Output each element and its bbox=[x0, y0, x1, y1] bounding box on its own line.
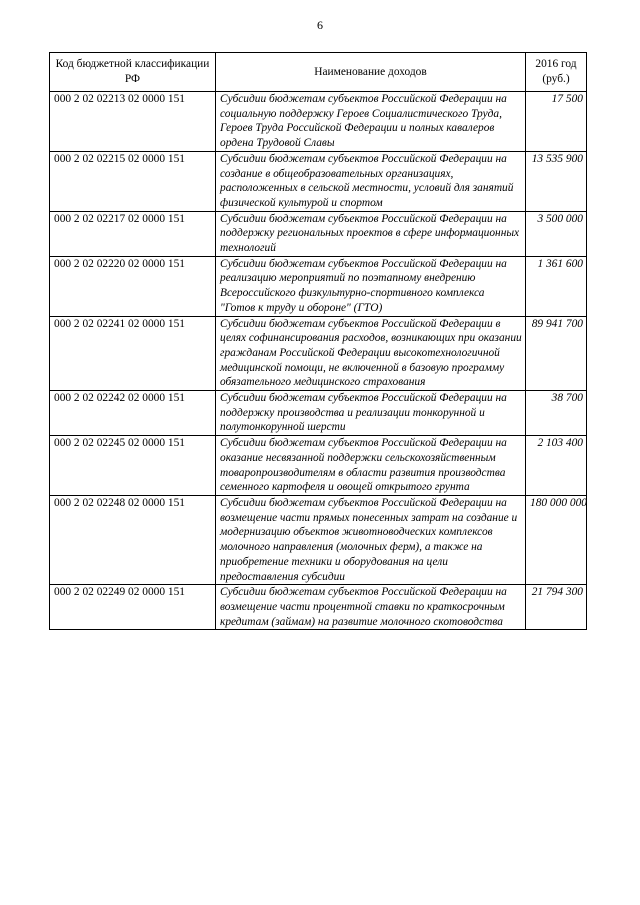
revenue-name-cell: Субсидии бюджетам субъектов Российской Федерации в целях софинансирования расходов, возникающих при оказании гражданам Российской Федерации высокотехнологичной медицинской помощи, не включенной в базовую программу обязательного медицинского страхования bbox=[216, 316, 526, 391]
budget-code-cell: 000 2 02 02241 02 0000 151 bbox=[50, 316, 216, 391]
revenue-name-cell: Субсидии бюджетам субъектов Российской Федерации на возмещение части прямых понесенных затрат на создание и модернизацию объектов животноводческих комплексов молочного направления (молочных ферм), а также на приобретение техники и оборудования на цели предоставления субсидии bbox=[216, 495, 526, 584]
budget-code-cell: 000 2 02 02248 02 0000 151 bbox=[50, 495, 216, 584]
amount-cell: 89 941 700 bbox=[526, 316, 587, 391]
table-row bbox=[50, 585, 587, 630]
amount-cell: 180 000 000 bbox=[526, 495, 587, 584]
revenue-table bbox=[49, 52, 587, 630]
page-number: 6 bbox=[317, 18, 323, 32]
revenue-name-cell: Субсидии бюджетам субъектов Российской Федерации на социальную поддержку Героев Социалистического Труда, Героев Труда Российской Федерации и полных кавалеров ордена Трудовой Славы bbox=[216, 92, 526, 152]
table-row bbox=[50, 92, 587, 152]
amount-cell: 2 103 400 bbox=[526, 436, 587, 496]
table-row bbox=[50, 316, 587, 391]
budget-code-cell: 000 2 02 02242 02 0000 151 bbox=[50, 391, 216, 436]
amount-cell: 3 500 000 bbox=[526, 211, 587, 256]
table-row bbox=[50, 391, 587, 436]
revenue-name-cell: Субсидии бюджетам субъектов Российской Федерации на создание в общеобразовательных организациях, расположенных в сельской местности, условий для занятий физической культурой и спортом bbox=[216, 151, 526, 211]
table-row bbox=[50, 211, 587, 256]
budget-code-cell: 000 2 02 02215 02 0000 151 bbox=[50, 151, 216, 211]
table-row bbox=[50, 495, 587, 584]
header-name: Наименование доходов bbox=[216, 53, 526, 92]
table-header-row bbox=[50, 53, 587, 92]
budget-code-cell: 000 2 02 02220 02 0000 151 bbox=[50, 256, 216, 316]
amount-cell: 13 535 900 bbox=[526, 151, 587, 211]
amount-cell: 38 700 bbox=[526, 391, 587, 436]
budget-code-cell: 000 2 02 02245 02 0000 151 bbox=[50, 436, 216, 496]
amount-cell: 1 361 600 bbox=[526, 256, 587, 316]
budget-code-cell: 000 2 02 02213 02 0000 151 bbox=[50, 92, 216, 152]
amount-cell: 21 794 300 bbox=[526, 585, 587, 630]
header-code: Код бюджетной классификации РФ bbox=[50, 53, 216, 92]
revenue-name-cell: Субсидии бюджетам субъектов Российской Федерации на возмещение части процентной ставки по краткосрочным кредитам (займам) на развитие молочного скотоводства bbox=[216, 585, 526, 630]
table-row bbox=[50, 256, 587, 316]
revenue-name-cell: Субсидии бюджетам субъектов Российской Федерации на реализацию мероприятий по поэтапному внедрению Всероссийского физкультурно-спортивного комплекса "Готов к труду и обороне" (ГТО) bbox=[216, 256, 526, 316]
table-row bbox=[50, 151, 587, 211]
revenue-name-cell: Субсидии бюджетам субъектов Российской Федерации на оказание несвязанной поддержки сельскохозяйственным товаропроизводителям в области развития производства семенного картофеля и овощей открытого грунта bbox=[216, 436, 526, 496]
revenue-name-cell: Субсидии бюджетам субъектов Российской Федерации на поддержку региональных проектов в сфере информационных технологий bbox=[216, 211, 526, 256]
header-amount: 2016 год (руб.) bbox=[526, 53, 587, 92]
amount-cell: 17 500 bbox=[526, 92, 587, 152]
budget-code-cell: 000 2 02 02249 02 0000 151 bbox=[50, 585, 216, 630]
revenue-name-cell: Субсидии бюджетам субъектов Российской Федерации на поддержку производства и реализации тонкорунной и полутонкорунной шерсти bbox=[216, 391, 526, 436]
table-row bbox=[50, 436, 587, 496]
budget-code-cell: 000 2 02 02217 02 0000 151 bbox=[50, 211, 216, 256]
